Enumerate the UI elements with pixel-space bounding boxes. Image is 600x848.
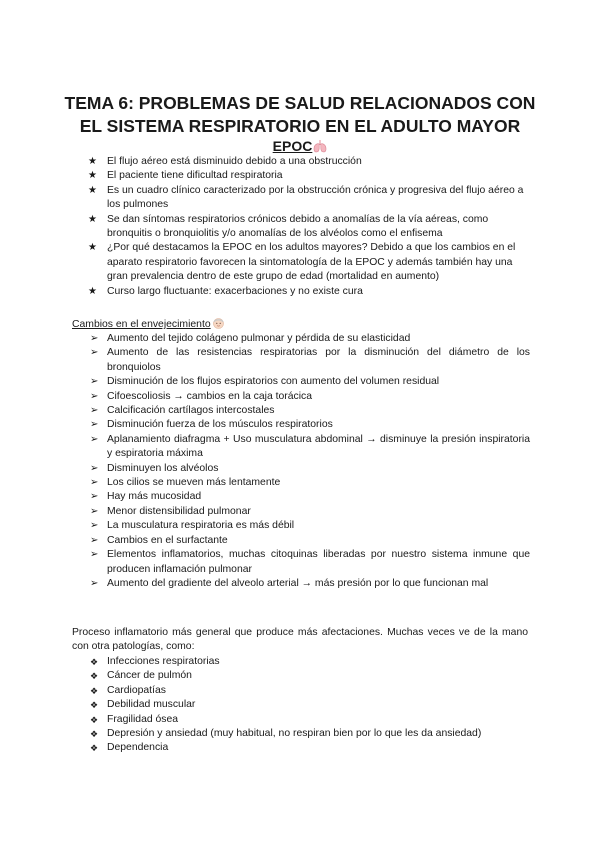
arrow-bullet-icon: ➢ xyxy=(90,376,99,388)
aging-changes-list xyxy=(90,332,530,591)
list-item: ➢ Aumento de las resistencias respiratorias por la disminución del diámetro de los bronquiolos xyxy=(90,347,530,373)
arrow-bullet-icon: ➢ xyxy=(90,347,99,359)
arrow-bullet-icon: ➢ xyxy=(90,520,99,532)
arrow-bullet-icon: ➢ xyxy=(90,433,99,445)
star-bullet-icon: ★ xyxy=(88,285,97,297)
arrow-bullet-icon: ➢ xyxy=(90,419,99,431)
subtitle-text: EPOC xyxy=(272,138,313,154)
star-bullet-icon: ★ xyxy=(88,184,97,196)
list-item: ★ El flujo aéreo está disminuido debido a una obstrucción xyxy=(90,155,530,169)
diamond-bullet-icon: ❖ xyxy=(90,729,99,740)
list-item: ★ Se dan síntomas respiratorios crónicos debido a anomalías de la vía aéreas, como bronquitis o bronquiolitis y/o anomalías de los alvéolos como el enfisema xyxy=(88,213,489,240)
list-item: ❖ Cáncer de pulmón xyxy=(90,669,530,683)
list-item: ★ ¿Por qué destacamos la EPOC en los adultos mayores? Debido a que los cambios en el aparato respiratorio favorecen la sintomatología de la EPOC y además también hay una gran prevalencia dentro de este grupo de edad (mortalidad en aumento) xyxy=(88,242,516,283)
list-item: ❖ Debilidad muscular xyxy=(90,698,530,712)
arrow-bullet-icon: ➢ xyxy=(90,505,99,517)
list-item: ➢ Los cilios se mueven más lentamente xyxy=(90,476,530,490)
list-item: ➢ Menor distensibilidad pulmonar xyxy=(90,505,530,519)
arrow-bullet-icon: ➢ xyxy=(90,491,99,503)
list-item: ❖ Fragilidad ósea xyxy=(90,713,530,727)
diamond-bullet-icon: ❖ xyxy=(90,743,99,754)
diamond-bullet-icon: ❖ xyxy=(90,657,99,667)
list-item: ❖ Cardiopatías xyxy=(90,684,530,698)
inflammation-paragraph: Proceso inflamatorio más general que produce más afectaciones. Muchas veces ve de la mano con otra patologías, como: xyxy=(72,627,528,653)
list-item: ➢ Calcificación cartílagos intercostales xyxy=(90,404,530,418)
diamond-bullet-icon: ❖ xyxy=(90,685,99,696)
list-item: ★ Es un cuadro clínico caracterizado por la obstrucción crónica y progresiva del flujo aéreo a los pulmones xyxy=(88,184,524,211)
star-bullet-icon: ★ xyxy=(88,213,97,225)
arrow-bullet-icon: ➢ xyxy=(90,390,99,402)
list-item: ❖ Dependencia xyxy=(90,741,530,755)
arrow-bullet-icon: ➢ xyxy=(90,577,99,589)
list-item: ★ Curso largo fluctuante: exacerbaciones y no existe cura xyxy=(90,285,530,299)
section-heading-text: Cambios en el envejecimiento xyxy=(72,319,211,330)
arrow-bullet-icon: ➢ xyxy=(90,549,99,561)
arrow-bullet-icon: ➢ xyxy=(90,462,99,474)
list-item: ➢ Disminución de los flujos espiratorios con aumento del volumen residual xyxy=(90,375,530,389)
diamond-bullet-icon: ❖ xyxy=(90,714,99,725)
list-item: ➢ Disminución fuerza de los músculos respiratorios xyxy=(90,418,530,432)
list-item: ➢ Hay más mucosidad xyxy=(90,490,530,504)
list-item: ★ El paciente tiene dificultad respiratoria xyxy=(90,169,530,183)
list-item: ➢ Aumento del gradiente del alveolo arterial → más presión por lo que funcionan mal xyxy=(90,577,530,591)
list-item: ➢ Disminuyen los alvéolos xyxy=(90,462,530,476)
star-bullet-icon: ★ xyxy=(88,170,97,182)
epoc-features-list xyxy=(90,155,530,299)
diamond-bullet-icon: ❖ xyxy=(90,671,99,682)
list-item: ❖ Depresión y ansiedad (muy habitual, no respiran bien por lo que les da ansiedad) xyxy=(90,727,530,741)
star-bullet-icon: ★ xyxy=(88,156,97,167)
comorbidities-list xyxy=(90,655,530,756)
list-item: ➢ Aplanamiento diafragma + Uso musculatura abdominal → disminuye la presión inspiratoria y espiratoria máxima xyxy=(90,433,530,460)
list-item: ➢ La musculatura respiratoria es más débil xyxy=(90,519,530,533)
arrow-bullet-icon: ➢ xyxy=(90,534,99,546)
arrow-bullet-icon: ➢ xyxy=(90,477,99,489)
page-title: TEMA 6: PROBLEMAS DE SALUD RELACIONADOS CON EL SISTEMA RESPIRATORIO EN EL ADULTO MAYOR xyxy=(64,93,536,136)
arrow-bullet-icon: ➢ xyxy=(90,333,99,344)
list-item: ➢ Aumento del tejido colágeno pulmonar y pérdida de su elasticidad xyxy=(90,332,530,346)
list-item: ➢ Cambios en el surfactante xyxy=(90,534,530,548)
list-item: ➢ Cifoescoliosis → cambios en la caja torácica xyxy=(90,390,530,404)
arrow-bullet-icon: ➢ xyxy=(90,405,99,417)
list-item: ➢ Elementos inflamatorios, muchas citoquinas liberadas por nuestro sistema inmune que producen inflamación pulmonar xyxy=(90,549,530,575)
diamond-bullet-icon: ❖ xyxy=(90,700,99,711)
star-bullet-icon: ★ xyxy=(88,242,97,254)
list-item: ❖ Infecciones respiratorias xyxy=(90,655,530,669)
